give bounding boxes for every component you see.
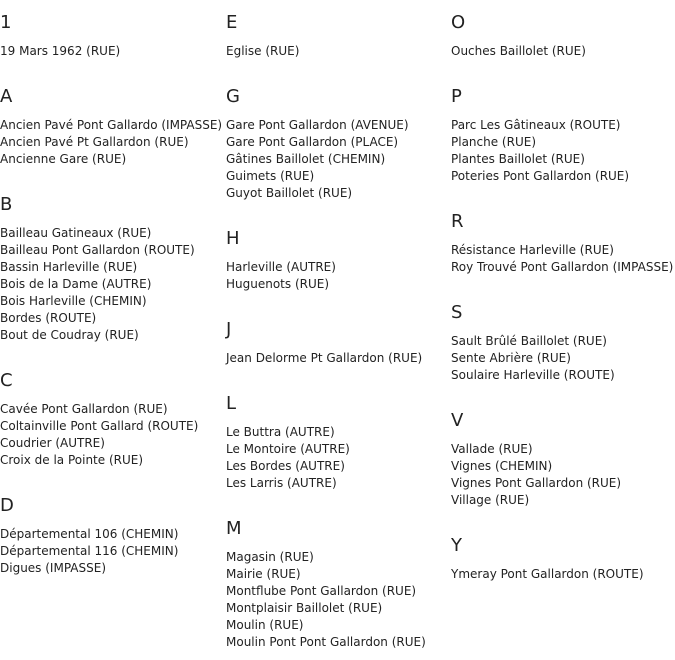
street-item: Eglise (RUE) [226,44,300,58]
street-item: Bout de Coudray (RUE) [0,328,139,342]
street-list [451,117,675,185]
letter-group [451,276,675,384]
group-spacer [226,202,448,216]
street-item: Bordes (ROUTE) [0,311,97,325]
street-item: Village (RUE) [451,493,530,507]
street-item: Bois Harleville (CHEMIN) [0,294,147,308]
street-item: Roy Trouvé Pont Gallardon (IMPASSE) [451,260,674,274]
letter-heading: H [226,228,240,249]
street-item: Montflube Pont Gallardon (RUE) [226,584,417,598]
letter-heading: P [451,86,462,107]
street-item: Cavée Pont Gallardon (RUE) [0,402,168,416]
letter-heading: E [226,12,238,33]
letter-group [226,12,448,60]
group-spacer [451,60,675,74]
letter-heading: M [226,518,242,539]
street-item: Les Larris (AUTRE) [226,476,337,490]
group-spacer [226,293,448,307]
group-spacer [226,60,448,74]
group-spacer [451,509,675,523]
street-item: Planche (RUE) [451,135,536,149]
street-item: Ouches Baillolet (RUE) [451,44,586,58]
letter-group [451,509,675,583]
letter-group [226,202,448,293]
street-item: Soulaire Harleville (ROUTE) [451,368,615,382]
street-item: Les Bordes (AUTRE) [226,459,345,473]
street-item: Gare Pont Gallardon (AVENUE) [226,118,409,132]
letter-group [451,384,675,509]
letter-heading: J [226,319,232,340]
street-item: Moulin (RUE) [226,618,304,632]
street-list [0,225,222,344]
group-spacer [451,276,675,290]
letter-group [226,293,448,367]
letter-heading: C [0,370,13,391]
group-spacer [451,185,675,199]
letter-group [0,60,222,168]
street-item: Moulin Pont Pont Gallardon (RUE) [226,635,426,649]
group-spacer [451,384,675,398]
letter-heading: 1 [0,12,12,33]
letter-group [0,344,222,469]
street-item: Gare Pont Gallardon (PLACE) [226,135,399,149]
street-item: Plantes Baillolet (RUE) [451,152,585,166]
letter-heading: V [451,410,464,431]
street-item: Ancienne Gare (RUE) [0,152,127,166]
street-list [0,526,222,577]
street-list [451,441,675,509]
letter-group [226,492,448,651]
street-item: Le Buttra (AUTRE) [226,425,335,439]
letter-heading: G [226,86,240,107]
group-spacer [0,344,222,358]
street-list [226,350,448,367]
street-item: Résistance Harleville (RUE) [451,243,614,257]
street-item: Jean Delorme Pt Gallardon (RUE) [226,351,423,365]
letter-group [451,185,675,276]
street-item: Vignes Pont Gallardon (RUE) [451,476,622,490]
letter-heading: R [451,211,464,232]
letter-group [451,12,675,60]
street-item: Parc Les Gâtineaux (ROUTE) [451,118,621,132]
street-item: Sente Abrière (RUE) [451,351,571,365]
street-item: Bassin Harleville (RUE) [0,260,138,274]
street-item: Poteries Pont Gallardon (RUE) [451,169,630,183]
street-item: Harleville (AUTRE) [226,260,336,274]
group-spacer [0,168,222,182]
street-item: Ymeray Pont Gallardon (ROUTE) [451,567,644,581]
street-item: Huguenots (RUE) [226,277,330,291]
street-item: Coltainville Pont Gallard (ROUTE) [0,419,199,433]
letter-group [451,60,675,185]
street-list [226,259,448,293]
street-item: Bois de la Dame (AUTRE) [0,277,152,291]
letter-group [0,12,222,60]
street-item: Départemental 116 (CHEMIN) [0,544,179,558]
street-list [451,242,675,276]
street-item: Sault Brûlé Baillolet (RUE) [451,334,607,348]
letter-group [0,168,222,344]
street-item: Montplaisir Baillolet (RUE) [226,601,383,615]
letter-heading: L [226,393,237,414]
index-column [226,0,448,651]
index-column [451,0,675,583]
street-item: 19 Mars 1962 (RUE) [0,44,121,58]
street-list [0,43,222,60]
street-list [0,117,222,168]
letter-heading: O [451,12,466,33]
street-item: Départemental 106 (CHEMIN) [0,527,179,541]
street-item: Bailleau Gatineaux (RUE) [0,226,152,240]
street-item: Le Montoire (AUTRE) [226,442,350,456]
street-item: Croix de la Pointe (RUE) [0,453,144,467]
letter-group [226,60,448,202]
group-spacer [0,469,222,483]
street-item: Gâtines Baillolet (CHEMIN) [226,152,386,166]
street-item: Ancien Pavé Pont Gallardo (IMPASSE) [0,118,223,132]
street-item: Guyot Baillolet (RUE) [226,186,353,200]
letter-heading: D [0,495,14,516]
letter-heading: S [451,302,463,323]
letter-heading: Y [451,535,462,556]
street-item: Bailleau Pont Gallardon (ROUTE) [0,243,195,257]
letter-heading: B [0,194,13,215]
street-item: Vallade (RUE) [451,442,533,456]
letter-group [0,469,222,577]
street-item: Mairie (RUE) [226,567,301,581]
group-spacer [0,60,222,74]
street-list [226,424,448,492]
index-column [0,0,222,577]
street-list [226,43,448,60]
street-item: Guimets (RUE) [226,169,315,183]
letter-group [226,367,448,492]
street-item: Magasin (RUE) [226,550,314,564]
street-list [0,401,222,469]
group-spacer [226,367,448,381]
street-list [226,549,448,651]
street-item: Digues (IMPASSE) [0,561,106,575]
group-spacer [226,492,448,506]
street-list [451,333,675,384]
street-list [226,117,448,202]
street-list [451,566,675,583]
street-item: Coudrier (AUTRE) [0,436,105,450]
street-item: Vignes (CHEMIN) [451,459,553,473]
street-list [451,43,675,60]
street-item: Ancien Pavé Pt Gallardon (RUE) [0,135,189,149]
letter-heading: A [0,86,13,107]
